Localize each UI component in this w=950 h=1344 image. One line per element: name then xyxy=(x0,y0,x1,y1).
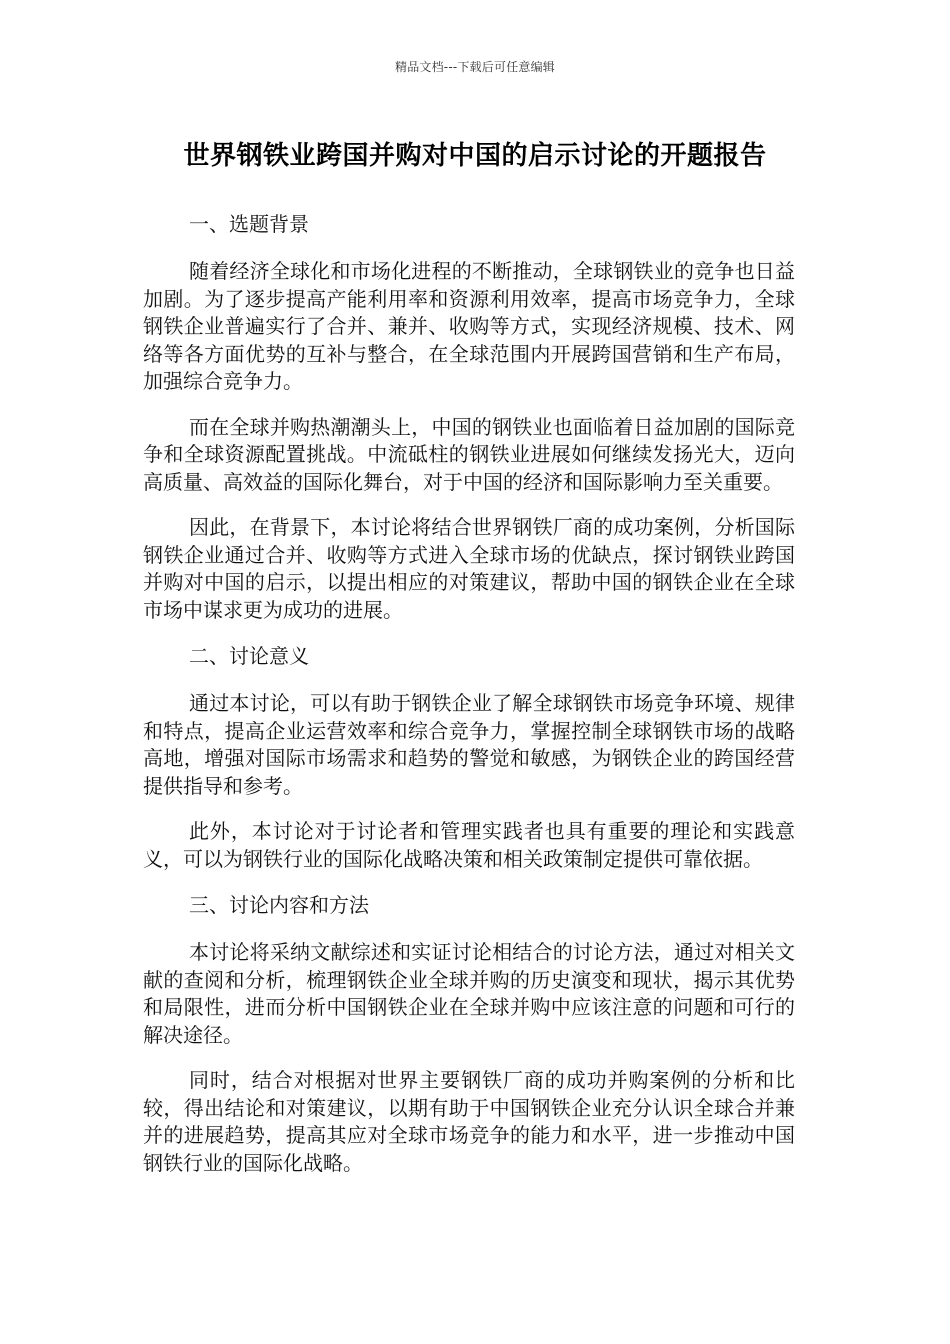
document-body xyxy=(143,210,795,1195)
section-heading-content-method: 三、讨论内容和方法 xyxy=(189,893,369,917)
header-note: 精品文档---下载后可任意编辑 xyxy=(395,60,555,74)
paragraph: 因此，在背景下，本讨论将结合世界钢铁厂商的成功案例，分析国际钢铁企业通过合并、收购等方式进入全球市场的优缺点，探讨钢铁业跨国并购对中国的启示，以提出相应的对策建议，帮助中国的钢铁企业在全球市场中谋求更为成功的进展。 xyxy=(143,515,795,622)
paragraph: 而在全球并购热潮潮头上，中国的钢铁业也面临着日益加剧的国际竞争和全球资源配置挑战。中流砥柱的钢铁业进展如何继续发扬光大，迈向高质量、高效益的国际化舞台，对于中国的经济和国际影响力至关重要。 xyxy=(143,414,795,494)
paragraph: 本讨论将采纳文献综述和实证讨论相结合的讨论方法，通过对相关文献的查阅和分析，梳理钢铁企业全球并购的历史演变和现状，揭示其优势和局限性，进而分析中国钢铁企业在全球并购中应该注意的问题和可行的解决途径。 xyxy=(143,940,795,1047)
paragraph: 同时，结合对根据对世界主要钢铁厂商的成功并购案例的分析和比较，得出结论和对策建议，以期有助于中国钢铁企业充分认识全球合并兼并的进展趋势，提高其应对全球市场竞争的能力和水平，进一步推动中国钢铁行业的国际化战略。 xyxy=(143,1068,795,1175)
paragraph: 随着经济全球化和市场化进程的不断推动，全球钢铁业的竞争也日益加剧。为了逐步提高产能利用率和资源利用效率，提高市场竞争力，全球钢铁企业普遍实行了合并、兼并、收购等方式，实现经济规模、技术、网络等各方面优势的互补与整合，在全球范围内开展跨国营销和生产布局，加强综合竞争力。 xyxy=(143,259,795,393)
section-heading-significance: 二、讨论意义 xyxy=(189,644,309,668)
section-heading-background: 一、选题背景 xyxy=(189,212,309,236)
page-title: 世界钢铁业跨国并购对中国的启示讨论的开题报告 xyxy=(183,141,767,171)
paragraph: 此外，本讨论对于讨论者和管理实践者也具有重要的理论和实践意义，可以为钢铁行业的国际化战略决策和相关政策制定提供可靠依据。 xyxy=(143,819,795,871)
paragraph: 通过本讨论，可以有助于钢铁企业了解全球钢铁市场竞争环境、规律和特点，提高企业运营效率和综合竞争力，掌握控制全球钢铁市场的战略高地，增强对国际市场需求和趋势的警觉和敏感，为钢铁企业的跨国经营提供指导和参考。 xyxy=(143,691,795,798)
